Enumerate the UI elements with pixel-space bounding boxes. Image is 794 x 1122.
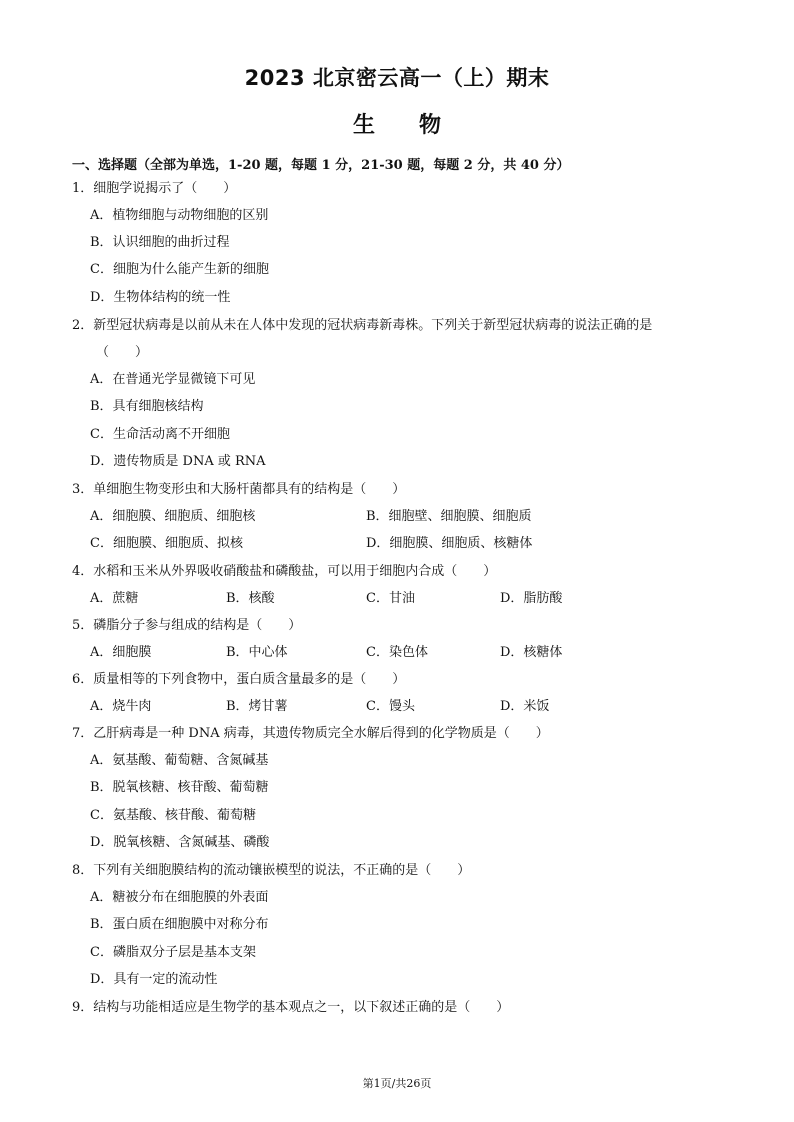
q4-option-a: A．蔗糖 (90, 591, 139, 606)
q8-option-b: B．蛋白质在细胞膜中对称分布 (90, 917, 269, 932)
q2-option-a: A．在普通光学显微镜下可见 (90, 372, 256, 387)
page-title: 2023 北京密云高一（上）期末 (244, 66, 550, 90)
question-4: 4．水稻和玉米从外界吸收硝酸盐和磷酸盐，可以用于细胞内合成（ ） (72, 564, 497, 579)
q3-option-d: D．细胞膜、细胞质、核糖体 (366, 536, 533, 551)
q6-option-c: C．馒头 (366, 699, 415, 714)
question-2: 2．新型冠状病毒是以前从未在人体中发现的冠状病毒新毒株。下列关于新型冠状病毒的说法正确的是 (72, 318, 653, 333)
q2-option-c: C．生命活动离不开细胞 (90, 427, 230, 442)
page-footer: 第1页/共26页 (362, 1077, 432, 1090)
q5-option-b: B．中心体 (226, 645, 288, 660)
subject-title: 生 物 (352, 113, 441, 138)
question-6: 6．质量相等的下列食物中，蛋白质含量最多的是（ ） (72, 672, 406, 687)
q4-option-b: B．核酸 (226, 591, 275, 606)
q8-option-c: C．磷脂双分子层是基本支架 (90, 945, 256, 960)
question-7: 7．乙肝病毒是一种 DNA 病毒，其遗传物质完全水解后得到的化学物质是（ ） (72, 726, 549, 741)
q3-option-b: B．细胞壁、细胞膜、细胞质 (366, 509, 532, 524)
q5-option-c: C．染色体 (366, 645, 428, 660)
q1-option-b: B．认识细胞的曲折过程 (90, 235, 230, 250)
q8-option-a: A．糖被分布在细胞膜的外表面 (90, 890, 269, 905)
q8-option-d: D．具有一定的流动性 (90, 972, 218, 987)
q3-option-c: C．细胞膜、细胞质、拟核 (90, 536, 243, 551)
question-8: 8．下列有关细胞膜结构的流动镶嵌模型的说法，不正确的是（ ） (72, 863, 471, 878)
question-1: 1．细胞学说揭示了（ ） (72, 181, 237, 196)
q5-option-a: A．细胞膜 (90, 645, 152, 660)
q7-option-b: B．脱氧核糖、核苷酸、葡萄糖 (90, 780, 269, 795)
q2-option-d: D．遗传物质是 DNA 或 RNA (90, 454, 266, 469)
q7-option-d: D．脱氧核糖、含氮碱基、磷酸 (90, 835, 270, 850)
section-heading: 一、选择题（全部为单选，1-20 题，每题 1 分，21-30 题，每题 2 分，共 40 分） (72, 158, 570, 173)
q6-option-a: A．烧牛肉 (90, 699, 152, 714)
q6-option-b: B．烤甘薯 (226, 699, 288, 714)
question-9: 9．结构与功能相适应是生物学的基本观点之一，以下叙述正确的是（ ） (72, 1000, 510, 1015)
question-2-blank: （ ） (96, 345, 149, 360)
q4-option-d: D．脂肪酸 (500, 591, 563, 606)
q5-option-d: D．核糖体 (500, 645, 563, 660)
question-3: 3．单细胞生物变形虫和大肠杆菌都具有的结构是（ ） (72, 482, 406, 497)
q3-option-a: A．细胞膜、细胞质、细胞核 (90, 509, 256, 524)
q7-option-c: C．氨基酸、核苷酸、葡萄糖 (90, 808, 256, 823)
q7-option-a: A．氨基酸、葡萄糖、含氮碱基 (90, 753, 269, 768)
q2-option-b: B．具有细胞核结构 (90, 399, 204, 414)
q1-option-a: A．植物细胞与动物细胞的区别 (90, 208, 269, 223)
q4-option-c: C．甘油 (366, 591, 415, 606)
q1-option-d: D．生物体结构的统一性 (90, 290, 231, 305)
question-5: 5．磷脂分子参与组成的结构是（ ） (72, 618, 302, 633)
q1-option-c: C．细胞为什么能产生新的细胞 (90, 262, 269, 277)
q6-option-d: D．米饭 (500, 699, 550, 714)
